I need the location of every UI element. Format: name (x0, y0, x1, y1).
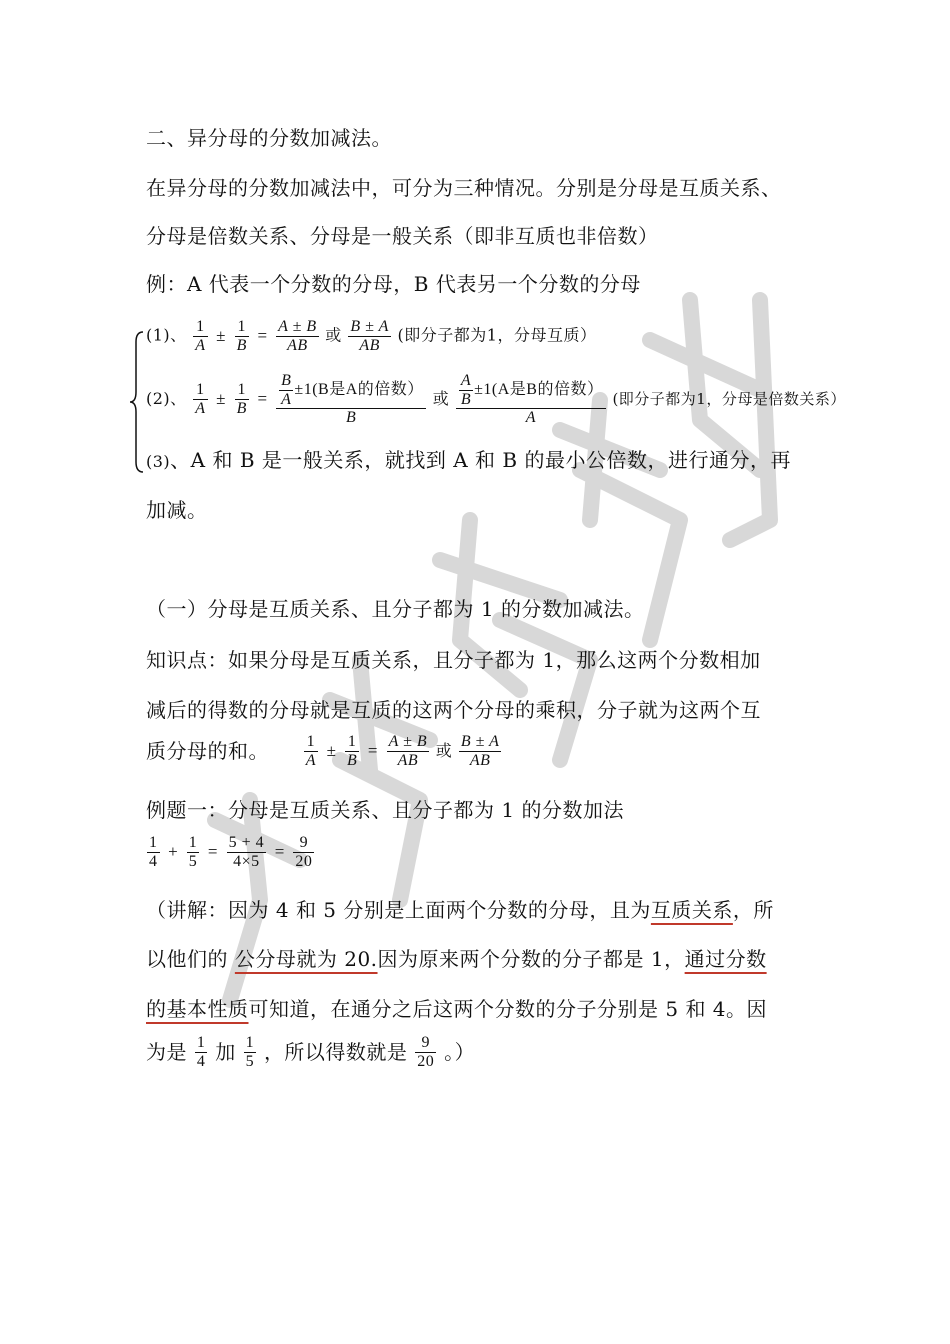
fraction-1-over-A: $\frac{1}{A}$ (195, 381, 206, 417)
fraction-1-4: $\frac{1}{4}$ (196, 1034, 206, 1070)
case-3-continuation: 加减。 (146, 498, 208, 522)
compound-2-tail: ±1(A是B的倍数） (474, 380, 604, 398)
explanation-line-2 (146, 947, 767, 971)
section-heading: 二、异分母的分数加减法。 (146, 126, 392, 150)
knowledge-point-line-3 (146, 733, 502, 769)
equals-sign: = (257, 388, 268, 408)
case-1-note: (即分子都为1，分母互质） (397, 325, 597, 345)
fraction-1-5: $\frac{1}{5}$ (245, 1034, 255, 1070)
fraction-result-1: $\frac{A \pm B}{AB}$ (278, 318, 317, 354)
explanation-text: 以他们的 (146, 947, 235, 971)
plus-minus-sign: ± (216, 388, 226, 408)
explanation-text: （讲解：因为 4 和 5 分别是上面两个分数的分母，且为 (146, 898, 651, 922)
compound-fraction-1: $\frac{B}{A}$ ±1(B是A的倍数） B (276, 372, 426, 427)
underlined-fraction-property: 通过分数 (684, 947, 767, 971)
explanation-text: 为是 (146, 1040, 187, 1065)
fraction-9-20: $\frac{9}{20}$ (295, 834, 313, 870)
explanation-text: ，所 (732, 898, 774, 922)
or-word: 或 (325, 325, 342, 345)
explanation-line-4 (146, 1034, 475, 1070)
compound-1-tail: ±1(B是A的倍数） (294, 380, 424, 398)
or-word: 或 (432, 388, 450, 408)
equals-sign: = (367, 740, 378, 760)
explanation-line-1 (146, 898, 774, 922)
fraction-1-over-B: $\frac{1}{B}$ (236, 381, 247, 417)
case-2 (146, 372, 846, 427)
example-1-title: 例题一：分母是互质关系、且分子都为 1 的分数加法 (146, 798, 624, 822)
case-2-label: (2)、 (146, 388, 187, 408)
knowledge-point-line-1: 知识点：如果分母是互质关系，且分子都为 1，那么这两个分数相加 (146, 648, 761, 672)
case-3-text: 、A 和 B 是一般关系，就找到 A 和 B 的最小公倍数，进行通分，再 (170, 448, 791, 472)
fraction-result-1: $\frac{A \pm B}{AB}$ (388, 733, 428, 769)
explanation-line-3 (146, 997, 767, 1021)
fraction-9-20: $\frac{9}{20}$ (417, 1034, 435, 1070)
explanation-text: 可知道，在通分之后这两个分数的分子分别是 5 和 4。因 (248, 997, 768, 1021)
case-1-label: (1)、 (146, 325, 187, 345)
fraction-1-over-A: $\frac{1}{A}$ (305, 733, 316, 769)
intro-line-2: 分母是倍数关系、分母是一般关系（即非互质也非倍数） (146, 224, 659, 248)
underlined-coprime: 互质关系 (650, 898, 733, 922)
underlined-common-denominator: 公分母就为 20. (234, 947, 378, 971)
explanation-text: ，所以得数就是 (263, 1040, 408, 1065)
case-3 (146, 448, 791, 474)
fraction-1-5: $\frac{1}{5}$ (188, 834, 198, 870)
fraction-5plus4-over-4x5: $\frac{5 + 4}{4\times 5}$ (228, 834, 265, 870)
or-word: 或 (435, 740, 453, 760)
case-2-note: (即分子都为1，分母是倍数关系） (612, 389, 846, 408)
example-1-calculation (146, 834, 315, 870)
plus-minus-sign: ± (326, 740, 337, 760)
example-definition: 例：A 代表一个分数的分母，B 代表另一个分数的分母 (146, 272, 641, 296)
case-1 (146, 318, 596, 354)
equals-sign: = (274, 841, 285, 861)
knowledge-point-line-2: 减后的得数的分母就是互质的这两个分母的乘积，分子就为这两个互 (146, 698, 761, 722)
knowledge-point-text: 质分母的和。 (146, 739, 269, 764)
fraction-result-2: $\frac{B \pm A}{AB}$ (460, 733, 500, 769)
case-3-label: (3) (146, 452, 171, 471)
fraction-result-2: $\frac{B \pm A}{AB}$ (350, 318, 389, 354)
equals-sign: = (207, 841, 218, 861)
explanation-text: 加 (215, 1040, 236, 1065)
inner-fraction-B-over-A: $\frac{B}{A}$ (281, 372, 292, 408)
case-brace (128, 330, 146, 475)
underlined-basic-property: 的基本性质 (146, 997, 249, 1021)
fraction-1-over-B: $\frac{1}{B}$ (347, 733, 358, 769)
explanation-text: 。） (444, 1040, 476, 1065)
section-1-title: （一）分母是互质关系、且分子都为 1 的分数加减法。 (146, 597, 645, 621)
fraction-1-over-B: $\frac{1}{B}$ (236, 318, 247, 354)
equals-sign: = (257, 325, 268, 345)
explanation-text: 因为原来两个分数的分子都是 1， (377, 947, 685, 971)
fraction-1-over-A: $\frac{1}{A}$ (195, 318, 206, 354)
inner-fraction-A-over-B: $\frac{A}{B}$ (460, 372, 472, 408)
plus-minus-sign: ± (216, 325, 226, 345)
fraction-1-4: $\frac{1}{4}$ (149, 834, 158, 870)
compound-fraction-2: $\frac{A}{B}$ ±1(A是B的倍数） A (456, 372, 606, 427)
plus-sign: + (168, 841, 179, 861)
intro-line-1: 在异分母的分数加减法中，可分为三种情况。分别是分母是互质关系、 (146, 176, 782, 200)
